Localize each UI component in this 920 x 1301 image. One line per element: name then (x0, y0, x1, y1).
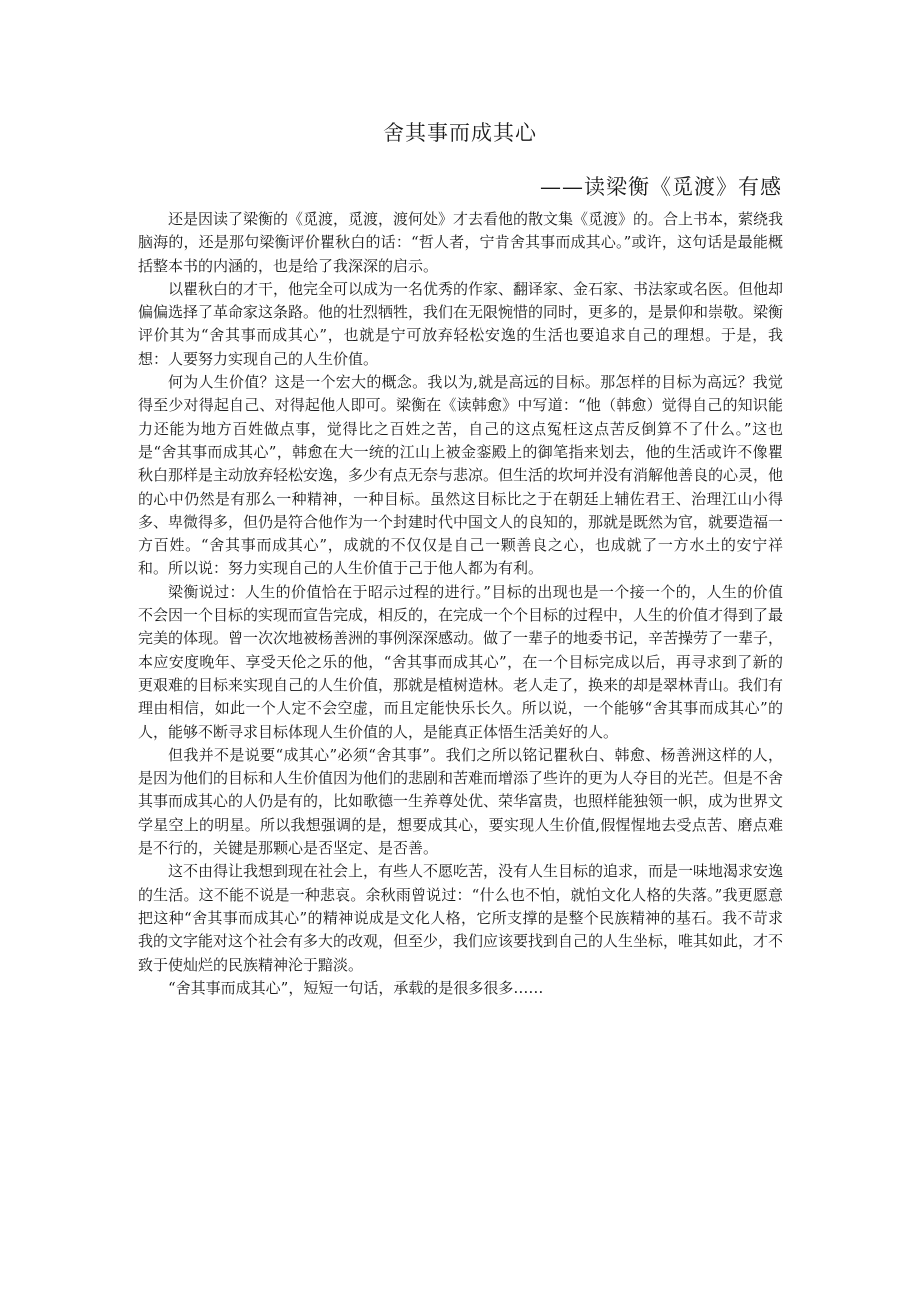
paragraph-5: 但我并不是说要“成其心”必须“舍其事”。我们之所以铭记瞿秋白、韩愈、杨善洲这样的人，是因为他们的目标和人生价值因为他们的悲剧和苦难而增添了些许的更为人夺目的光芒。但是不舍其事而成其心的人仍是有的，比如歌德一生养尊处优、荣华富贵，也照样能独领一帜，成为世界文学星空上的明星。所以我想强调的是，想要成其心，要实现人生价值,假惺惺地去受点苦、磨点难是不行的，关键是那颗心是否坚定、是否善。 (138, 745, 784, 858)
document-title: 舍其事而成其心 (383, 121, 537, 145)
paragraph-7: “舍其事而成其心”，短短一句话，承载的是很多很多…… (168, 978, 544, 997)
paragraph-4: 梁衡说过：人生的价值恰在于昭示过程的进行。”目标的出现也是一个接一个的，人生的价值不会因一个目标的实现而宣告完成，相反的，在完成一个个目标的过程中，人生的价值才得到了最完美的体现。曾一次次地被杨善洲的事例深深感动。做了一辈子的地委书记，辛苦操劳了一辈子，本应安度晚年、享受天伦之乐的他，“舍其事而成其心”，在一个目标完成以后，再寻求到了新的更艰难的目标来实现自己的人生价值，那就是植树造林。老人走了，换来的却是翠林青山。我们有理由相信，如此一个人定不会空虚，而且定能快乐长久。所以说，一个能够“舍其事而成其心”的人，能够不断寻求目标体现人生价值的人，是能真正体悟生活美好的人。 (138, 582, 784, 741)
document-body (138, 208, 783, 1000)
paragraph-2: 以瞿秋白的才干，他完全可以成为一名优秀的作家、翻译家、金石家、书法家或名医。但他却偏偏选择了革命家这条路。他的壮烈牺牲，我们在无限惋惜的同时，更多的，是景仰和崇敬。梁衡评价其为“舍其事而成其心”，也就是宁可放弃轻松安逸的生活也要追求自己的理想。于是，我想：人要努力实现自己的人生价值。 (138, 279, 784, 368)
paragraph-3: 何为人生价值？这是一个宏大的概念。我以为,就是高远的目标。那怎样的目标为高远？我觉得至少对得起自己、对得起他人即可。梁衡在《读韩愈》中写道：“他（韩愈）觉得自己的知识能力还能为地方百姓做点事，觉得比之百姓之苦，自己的这点冤枉这点苦反倒算不了什么。”这也是“舍其事而成其心”，韩愈在大一统的江山上被金銮殿上的御笔指来划去，他的生活或许不像瞿秋白那样是主动放弃轻松安逸，多少有点无奈与悲凉。但生活的坎坷并没有消解他善良的心灵，他的心中仍然是有那么一种精神，一种目标。虽然这目标比之于在朝廷上辅佐君王、治理江山小得多、卑微得多，但仍是符合他作为一个封建时代中国文人的良知的，那就是既然为官，就要造福一方百姓。“舍其事而成其心”，成就的不仅仅是自己一颗善良之心，也成就了一方水土的安宁祥和。所以说：努力实现自己的人生价值于己于他人都为有利。 (138, 373, 784, 578)
document-subtitle: ——读梁衡《觅渡》有感 (540, 175, 782, 199)
paragraph-6: 这不由得让我想到现在社会上，有些人不愿吃苦，没有人生目标的追求，而是一味地渴求安逸的生活。这不能不说是一种悲哀。余秋雨曾说过：“什么也不怕，就怕文化人格的失落。”我更愿意把这种“舍其事而成其心”的精神说成是文化人格，它所支撑的是整个民族精神的基石。我不苛求我的文字能对这个社会有多大的改观，但至少，我们应该要找到自己的人生坐标，唯其如此，才不致于使灿烂的民族精神沦于黯淡。 (138, 862, 784, 974)
paragraph-1: 还是因读了梁衡的《觅渡，觅渡，渡何处》才去看他的散文集《觅渡》的。合上书本，萦绕我脑海的，还是那句梁衡评价瞿秋白的话：“哲人者，宁肯舍其事而成其心。”或许，这句话是最能概括整本书的内涵的，也是给了我深深的启示。 (138, 210, 784, 275)
